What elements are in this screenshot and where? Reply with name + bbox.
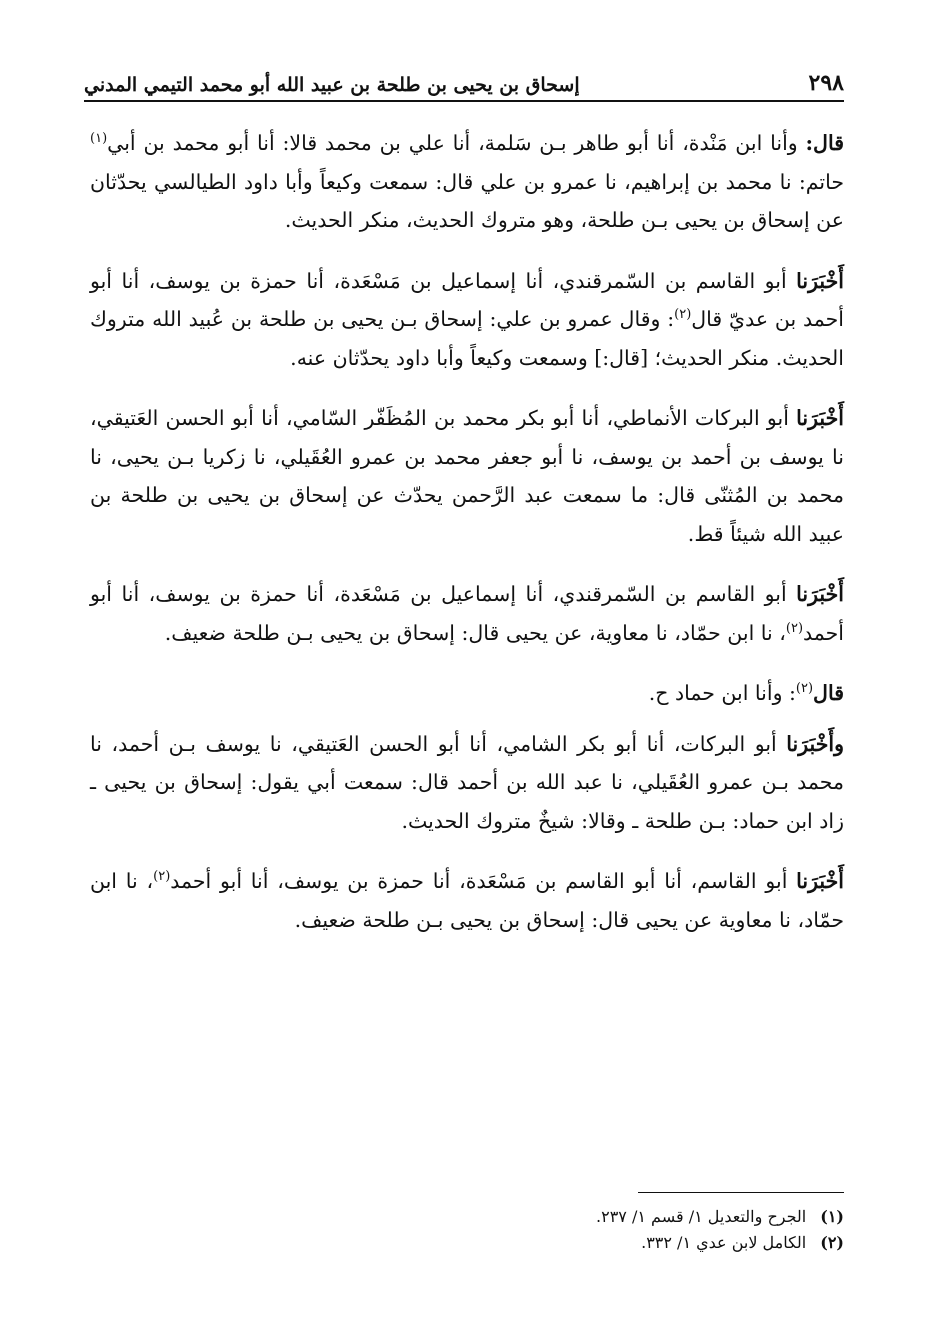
footnote-reference: (٢) bbox=[795, 681, 814, 697]
footnotes bbox=[300, 1204, 844, 1256]
header-rule bbox=[84, 100, 844, 102]
paragraph bbox=[90, 725, 844, 841]
paragraph-text: : وأنا ابن حماد ح. bbox=[648, 681, 796, 705]
paragraph-lead-word: أَخْبَرَنا bbox=[796, 582, 844, 606]
footnote-reference: (٢) bbox=[153, 869, 171, 885]
paragraph bbox=[90, 262, 844, 378]
paragraph-text: أبو القاسم بن السّمرقندي، أنا إسماعيل بن مَسْعَدة، أنا حمزة بن يوسف، أنا أبو أحمد بن عديّ قال bbox=[90, 268, 844, 331]
paragraph-text: وأنا ابن مَنْدة، أنا أبو طاهر بـن سَلمة، أنا علي بن محمد قالا: أنا أبو محمد بن أبي bbox=[107, 131, 806, 155]
paragraph-text: ، نا ابن حمّاد، نا معاوية عن يحيى قال: إسحاق بن يحيى بـن طلحة ضعيف. bbox=[90, 869, 844, 932]
footnote-reference: (٢) bbox=[674, 307, 692, 323]
footnote-text: الكامل لابن عدي ١/ ٣٣٢. bbox=[641, 1233, 807, 1252]
paragraph bbox=[90, 862, 844, 939]
paragraph-lead-word: وأَخْبَرَنا bbox=[786, 731, 844, 756]
paragraph-lead-word: قال bbox=[813, 681, 844, 705]
footnote-number: (٢) bbox=[820, 1233, 844, 1252]
paragraph-lead-word: أَخْبَرَنا bbox=[796, 268, 844, 293]
footnote-reference: (١) bbox=[90, 131, 108, 147]
footnote-number: (١) bbox=[820, 1207, 844, 1226]
footnote bbox=[300, 1230, 844, 1256]
paragraph bbox=[90, 674, 844, 713]
paragraph bbox=[90, 399, 844, 553]
main-text bbox=[90, 124, 844, 961]
paragraph-text: ، نا ابن حمّاد، نا معاوية، عن يحيى قال: إسحاق بن يحيى بـن طلحة ضعيف. bbox=[164, 620, 786, 645]
paragraph-text: أبو القاسم بن السّمرقندي، أنا إسماعيل بن مَسْعَدة، أنا حمزة بن يوسف، أنا أبو أحمد bbox=[90, 582, 844, 645]
footnote-rule bbox=[638, 1192, 844, 1193]
paragraph-text: أبو البركات، أنا أبو بكر الشامي، أنا أبو الحسن العَتيقي، نا يوسف بـن أحمد، نا محمد بـن عمرو العُقَيلي، نا عبد الله بن أحمد قال: سمعت أبي يقول: إسحاق بن يحيى ـ زاد ابن حماد: بـن طلحة ـ وقالا: شيخٌ متروك الحديث. bbox=[90, 731, 844, 833]
paragraph-text: : وقال عمرو بن علي: إسحاق بـن يحيى بن طلحة بن عُبيد الله متروك الحديث. منكر الحديث؛ [قال:] وسمعت وكيعاً وأبا داود يحدّثان عنه. bbox=[90, 307, 844, 370]
paragraph bbox=[90, 124, 844, 240]
running-title: إسحاق بن يحيى بن طلحة بن عبيد الله أبو محمد التيمي المدني bbox=[84, 74, 580, 96]
paragraph-text: أبو القاسم، أنا أبو القاسم بن مَسْعَدة، أنا حمزة بن يوسف، أنا أبو أحمد bbox=[170, 869, 797, 893]
paragraph bbox=[90, 575, 844, 652]
paragraph-lead-word: قال: bbox=[805, 131, 844, 155]
paragraph-lead-word: أَخْبَرَنا bbox=[796, 869, 844, 893]
footnote-reference: (٢) bbox=[785, 620, 804, 636]
paragraph-text: حاتم: نا محمد بن إبراهيم، نا عمرو بن علي قال: سمعت وكيعاً وأبا داود الطيالسي يحدّثان عن إسحاق بن يحيى بـن طلحة، وهو متروك الحديث، منكر الحديث. bbox=[90, 169, 844, 232]
paragraph-lead-word: أَخْبَرَنا bbox=[796, 406, 844, 430]
footnote bbox=[300, 1204, 844, 1230]
page-number: ٢٩٨ bbox=[808, 70, 844, 96]
page-header bbox=[84, 60, 844, 96]
footnote-text: الجرح والتعديل ١/ قسم ١/ ٢٣٧. bbox=[596, 1207, 807, 1226]
paragraph-text: أبو البركات الأنماطي، أنا أبو بكر محمد بن المُظَفّر السّامي، أنا أبو الحسن العَتيقي، نا يوسف بن أحمد بن يوسف، نا أبو جعفر محمد بن عمرو العُقَيلي، نا زكريا بـن يحيى، نا محمد بن المُثنّى قال: ما سمعت عبد الرَّحمن يحدّث عن إسحاق بن يحيى بن طلحة بن عبيد الله شيئاً قط. bbox=[90, 406, 844, 546]
